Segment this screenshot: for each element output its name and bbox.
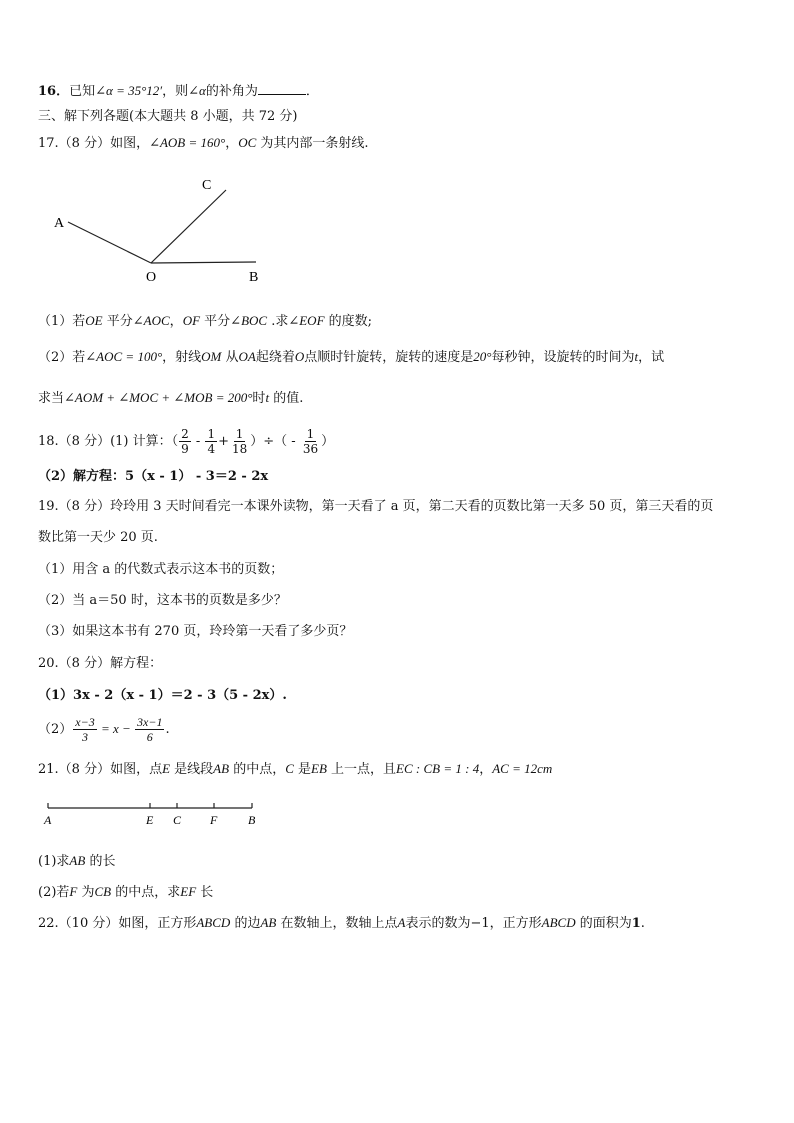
label-F: F xyxy=(210,813,218,827)
q19-line2: 数比第一天少 20 页. xyxy=(38,530,158,545)
denominator: 4 xyxy=(207,442,216,456)
fraction xyxy=(179,427,191,456)
text: ，则 xyxy=(162,84,189,99)
text: ． xyxy=(305,84,319,99)
q17-part2-continued xyxy=(38,389,303,408)
q18-part2: （2）解方程：5（x - 1） - 3＝2 - 2x xyxy=(38,469,269,484)
denominator: 9 xyxy=(181,442,189,456)
ray-OB xyxy=(151,262,256,263)
math: −1 xyxy=(470,916,490,931)
text: ， xyxy=(169,314,183,329)
math: 1 xyxy=(631,916,641,931)
text: . xyxy=(640,916,645,931)
question-16 xyxy=(38,82,319,101)
numerator: 3x−1 xyxy=(137,715,163,729)
text: (1)求 xyxy=(38,854,70,869)
text: 求当 xyxy=(38,391,65,406)
text: . xyxy=(165,722,170,737)
text: 的值. xyxy=(269,391,304,406)
math: AC = 12cm xyxy=(492,761,553,776)
q19-part2: （2）当 a＝50 时，这本书的页数是多少？ xyxy=(38,593,287,608)
operator: - xyxy=(191,434,205,449)
text: 点顺时针旋转，旋转的速度是 xyxy=(304,350,474,365)
text: 是 xyxy=(293,762,312,777)
question-22 xyxy=(38,914,645,933)
q17-part2 xyxy=(38,348,664,367)
math: 20° xyxy=(473,349,492,364)
text: ， xyxy=(225,136,239,151)
denominator: 36 xyxy=(302,442,319,456)
q19-part1: （1）用含 a 的代数式表示这本书的页数； xyxy=(38,562,284,577)
fraction xyxy=(301,427,320,456)
text: ，射线 xyxy=(162,350,202,365)
numerator: x−3 xyxy=(75,715,95,729)
text: 时 xyxy=(252,391,266,406)
operator: ）÷（ - xyxy=(250,434,300,449)
text: (2)若 xyxy=(38,885,70,900)
answer-blank xyxy=(258,82,306,95)
ray-OC xyxy=(151,190,226,263)
denominator: 18 xyxy=(231,442,248,456)
math: t xyxy=(634,349,639,364)
text: （1）若 xyxy=(38,314,86,329)
text: ） xyxy=(321,434,335,449)
operator: + xyxy=(218,434,229,449)
math: EF xyxy=(180,884,197,899)
text: 从 xyxy=(221,350,239,365)
math: ABCD xyxy=(196,915,231,930)
question-17 xyxy=(38,134,369,153)
math: EC : CB = 1 : 4 xyxy=(396,761,480,776)
text: 起绕着 xyxy=(255,350,295,365)
math: OC xyxy=(238,135,257,150)
math: ∠α xyxy=(188,83,206,98)
label-C: C xyxy=(202,178,212,193)
question-head: 18.（8 分）(1) 计算：（ xyxy=(38,434,179,449)
math: CB xyxy=(94,884,112,899)
math: F xyxy=(69,884,78,899)
fraction xyxy=(205,427,217,456)
math: = x − xyxy=(97,721,135,736)
fraction xyxy=(230,427,249,456)
label-A: A xyxy=(44,813,52,827)
text: ， xyxy=(479,762,493,777)
text: 是线段 xyxy=(170,762,214,777)
math: AB xyxy=(213,761,230,776)
q19-line1: 19.（8 分）玲玲用 3 天时间看完一本课外读物，第一天看了 a 页，第二天看的页数比第一天多 50 页，第三天看的页 xyxy=(38,499,714,514)
numerator: 1 xyxy=(235,427,244,441)
q21-part1 xyxy=(38,852,115,871)
math: OM xyxy=(201,349,222,364)
math: EB xyxy=(311,761,327,776)
question-21 xyxy=(38,760,552,779)
label-B: B xyxy=(249,270,259,285)
question-20: 20.（8 分）解方程： xyxy=(38,656,163,671)
math: AB xyxy=(69,853,86,868)
q19-part3: （3）如果这本书有 270 页，玲玲第一天看了多少页？ xyxy=(38,624,353,639)
q20-part2 xyxy=(38,712,170,747)
fraction xyxy=(73,715,96,744)
label-E: E xyxy=(146,813,154,827)
math: OE xyxy=(85,313,103,328)
text: 的中点， xyxy=(229,762,286,777)
text: 在数轴上，数轴上点 xyxy=(276,916,398,931)
text: 平分 xyxy=(200,314,231,329)
math: ∠AOB = 160° xyxy=(149,135,226,150)
text: 为其内部一条射线. xyxy=(256,136,369,151)
text: 平分 xyxy=(102,314,133,329)
numerator: 1 xyxy=(306,427,315,441)
text: （2） xyxy=(38,722,73,737)
label-A: A xyxy=(54,216,65,231)
question-head: 21.（8 分）如图，点 xyxy=(38,762,163,777)
label-C: C xyxy=(173,813,182,827)
text: 为 xyxy=(77,885,95,900)
ray-OA xyxy=(68,222,151,263)
denominator: 6 xyxy=(146,730,153,744)
math: ∠EOF xyxy=(288,313,325,328)
math: ABCD xyxy=(541,915,576,930)
numerator: 2 xyxy=(181,427,189,441)
math: ∠AOC xyxy=(132,313,170,328)
angle-diagram xyxy=(40,165,280,295)
label-O: O xyxy=(146,270,157,285)
math: C xyxy=(285,761,294,776)
math: ∠AOM + ∠MOC + ∠MOB = 200° xyxy=(64,390,253,405)
question-head: 22.（10 分）如图，正方形 xyxy=(38,916,197,931)
numerator: 1 xyxy=(207,427,216,441)
q17-part1 xyxy=(38,312,372,331)
text: 上一点，且 xyxy=(326,762,397,777)
denominator: 3 xyxy=(82,730,88,744)
text: 的边 xyxy=(230,916,261,931)
q20-part1: （1）3x - 2（x - 1）＝2 - 3（5 - 2x）. xyxy=(38,688,287,703)
math: AB xyxy=(260,915,277,930)
text: 表示的数为 xyxy=(405,916,471,931)
text: 的补角为 xyxy=(205,84,258,99)
math: OF xyxy=(182,313,201,328)
text: ，正方形 xyxy=(489,916,542,931)
q21-part2 xyxy=(38,883,213,902)
section-heading: 三、解下列各题(本大题共 8 小题，共 72 分) xyxy=(38,109,298,124)
text: 的中点，求 xyxy=(111,885,181,900)
text: 的面积为 xyxy=(575,916,632,931)
math: OA xyxy=(238,349,256,364)
math: t xyxy=(265,390,270,405)
text: .求 xyxy=(267,314,289,329)
text: 已知 xyxy=(69,84,96,99)
math: ∠AOC = 100° xyxy=(85,349,163,364)
segment-diagram xyxy=(40,798,270,830)
question-number: 16． xyxy=(38,84,70,99)
text: （2）若 xyxy=(38,350,86,365)
fraction xyxy=(135,715,164,744)
question-head: 17.（8 分）如图， xyxy=(38,136,150,151)
math: ∠BOC xyxy=(230,313,268,328)
text: ，试 xyxy=(638,350,665,365)
question-18 xyxy=(38,427,334,457)
text: 每秒钟，设旋转的时间为 xyxy=(491,350,635,365)
text: 长 xyxy=(196,885,214,900)
text: 的长 xyxy=(85,854,116,869)
math: O xyxy=(294,349,305,364)
label-B: B xyxy=(248,813,256,827)
math: A xyxy=(397,915,406,930)
math: ∠α = 35°12′ xyxy=(95,83,163,98)
math: E xyxy=(162,761,171,776)
text: 的度数; xyxy=(324,314,373,329)
